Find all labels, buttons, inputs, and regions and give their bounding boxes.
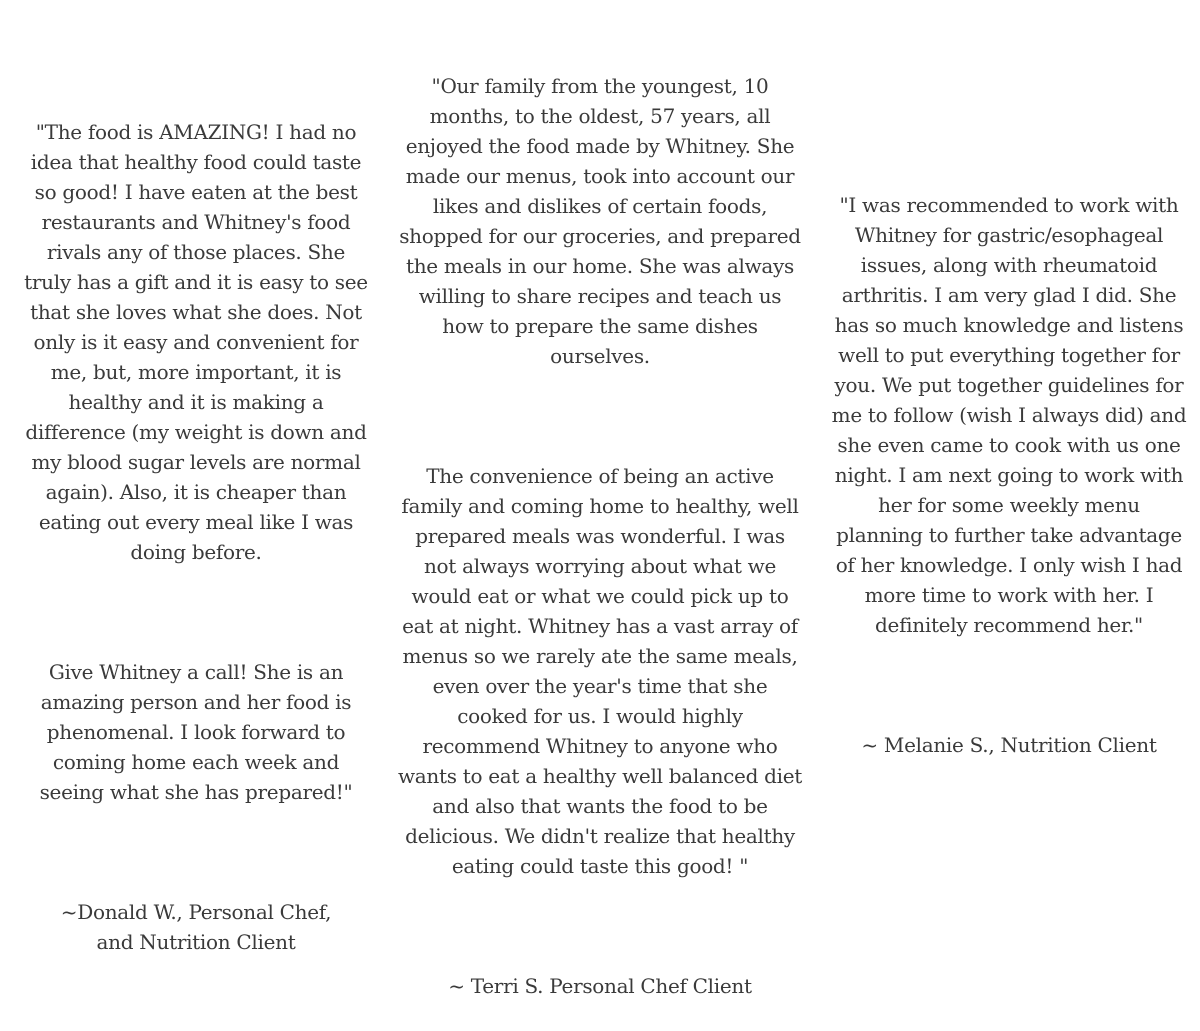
- testimonial-attribution: ~Donald W., Personal Chef, and Nutrition Client: [60, 900, 332, 954]
- testimonial-paragraph: "Our family from the youngest, 10 months, to the oldest, 57 years, all enjoyed the food made by Whitney. She made our menus, took into account our likes and dislikes of certain foods, shopped for our groceries, and prepared the meals in our home. She was always willing to share recipes and teach us how to prepare the same dishes ourselves.: [399, 74, 801, 368]
- testimonial-terri: [394, 41, 806, 1031]
- testimonial-paragraph: The convenience of being an active family and coming home to healthy, well prepared meals was wonderful. I was not always worrying about what we would eat or what we could pick up to eat at night. Whitney has a vast array of menus so we rarely ate the same meals, even over the year's time that she cooked for us. I would highly recommend Whitney to anyone who wants to eat a healthy well balanced diet and also that wants the food to be delicious. We didn't realize that healthy eating could taste this good! ": [397, 464, 803, 878]
- testimonial-attribution: ~ Terri S. Personal Chef Client: [448, 974, 752, 998]
- testimonial-paragraph: "I was recommended to work with Whitney for gastric/esophageal issues, along with rheumatoid arthritis. I am very glad I did. She has so much knowledge and listens well to put everything together for you. We put together guidelines for me to follow (wish I always did) and she even came to cook with us one night. I am next going to work with her for some weekly menu planning to further take advantage of her knowledge. I only wish I had more time to work with her. I definitely recommend her.": [831, 193, 1187, 637]
- testimonial-attribution: ~ Melanie S., Nutrition Client: [861, 733, 1157, 757]
- paragraph-spacer: [826, 670, 1192, 700]
- paragraph-spacer: [394, 911, 806, 941]
- paragraph-spacer: [394, 401, 806, 431]
- testimonial-melanie: [826, 160, 1192, 790]
- testimonial-paragraph: Give Whitney a call! She is an amazing person and her food is phenomenal. I look forward to coming home each week and seeing what she has prepared!": [39, 660, 353, 804]
- testimonial-paragraph: "The food is AMAZING! I had no idea that healthy food could taste so good! I have eaten at the best restaurants and Whitney's food rivals any of those places. She truly has a gift and it is easy to see that she loves what she does. Not only is it easy and convenient for me, but, more important, it is healthy and it is making a difference (my weight is down and my blood sugar levels are normal again). Also, it is cheaper than eating out every meal like I was doing before.: [24, 120, 368, 564]
- paragraph-spacer: [18, 837, 374, 867]
- paragraph-spacer: [18, 597, 374, 627]
- testimonial-donald: [18, 87, 374, 987]
